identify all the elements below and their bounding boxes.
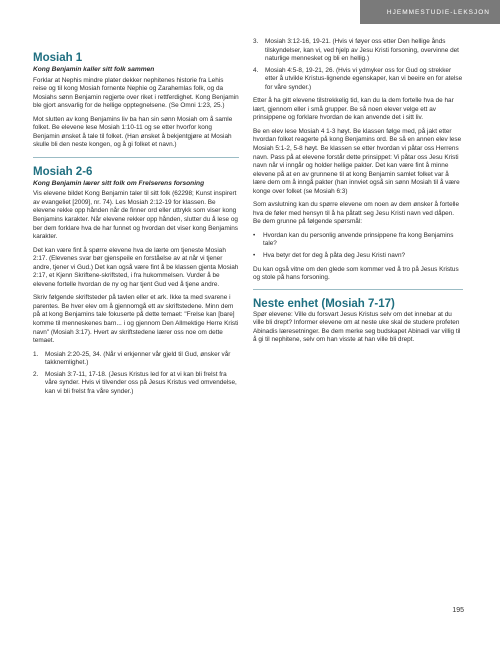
- scripture-list: [253, 38, 463, 92]
- page-number: 195: [452, 607, 464, 614]
- list-item: 2. Mosiah 3:7-11, 17-18. (Jesus Kristus led for at vi kan bli frelst fra våre synder. Hvis vi tilvender oss på Jesus Kristus ved omvendelse, kan vi bli frelst fra våre synder.): [33, 370, 237, 395]
- list-item: • Hvordan kan du personlig anvende prinsippene fra kong Benjamins tale?: [253, 231, 454, 248]
- section-mosiah-1: [33, 52, 239, 150]
- section-title: Neste enhet (Mosiah 7-17): [253, 297, 395, 310]
- scripture-list: [33, 351, 239, 397]
- right-column: [253, 36, 463, 352]
- header-bar: [0, 0, 500, 26]
- left-column: [33, 52, 239, 403]
- divider: [253, 289, 463, 290]
- paragraph: Forklar at Nephis mindre plater dekker nephitenes historie fra Lehis reise og til kong Mosiah fornente Nephie og Zarahemlas folk, og da Mosiahs sønn Benjamin regjerte over riket i rettferdighet. Kong Benjamin ble gjort ansvarlig for de hellige opptegnelsene. (Se Omni 1:23, 25.): [33, 76, 239, 110]
- paragraph: Det kan være fint å spørre elevene hva de lærte om tjeneste Mosiah 2:17. (Elevenes svar bør gjenspeile en forståelse av at når vi tjener andre, tjener vi Gud.) Det kan også være fint å be klassen gjenta Mosiah 2:17, et Kjenn Skriftene-skriftsted, i fra hukommelsen. Vurder å be elevene fortelle hvordan de ny og har tjent Gud ved å tjene andre.: [33, 246, 239, 288]
- bullet-icon: •: [253, 252, 256, 260]
- section-title: Mosiah 2-6: [33, 165, 93, 178]
- question-list: [253, 232, 463, 261]
- list-item: • Hva betyr det for deg å påta deg Jesu Kristi navn?: [253, 252, 406, 260]
- section-title: Mosiah 1: [33, 52, 83, 64]
- paragraph: Etter å ha gitt elevene tilstrekkelig tid, kan du la dem fortelle hva de har lært, gjennom eller i små grupper. Be så noen elever velge ett av prinsippene og forklare hvordan de kan anvende det i sitt liv.: [253, 97, 454, 122]
- paragraph: Som avslutning kan du spørre elevene om noen av dem ønsker å fortelle hva de føler med hensyn til å ha påtatt seg Jesu Kristi navn ved dåpen. Be dem grunne på følgende spørsmål:: [253, 201, 460, 226]
- paragraph: Spør elevene: Ville du forsvart Jesus Kristus selv om det innebar at du ville bli drept? Informer elevene om at neste uke skal de studere profeten Abinadis læresetninger. Be dem merke seg budskapet Abinadi var villig til å gi til nephitene, selv om han visste at han ville bli drept.: [253, 310, 461, 344]
- paragraph: Vis elevene bildet Kong Benjamin taler til sitt folk (62298; Kunst inspirert av evangeliet [2009], nr. 74). Les Mosiah 2:12-19 for klassen. Be elevene rekke opp hånden når de finner ord eller uttrykk som viser kong Benjamins karakter. Når elevene rekker opp hånden, slutter du å lese og ber dem forklare hva de har funnet og hvordan det viser kong Benjamins karakter.: [33, 190, 238, 241]
- section-label: HJEMMESTUDIE-LEKSJON: [360, 0, 500, 24]
- list-item: 4. Mosiah 4:5-8, 19-21, 26. (Hvis vi ydmyker oss for Gud og strekker etter å utvikle Kristus-lignende egenskaper, kan vi beeire en for atelse for våre synder.): [253, 66, 463, 91]
- paragraph: Skriv følgende skriftsteder på tavlen eller et ark. Ikke ta med svarene i parentes. Be hver elev om å gjennomgå ett av skriftstedene. Minn dem på at kong Benjamins tale fokuserte på dette temaet: "Frelse kan [bare] komme til menneskenes barn... i og gjennom Den Allmektige Herre Kristi navn" (Mosiah 3:17). Hvert av skriftstedene lærer oss noe om dette temaet.: [33, 294, 239, 345]
- section-subtitle: Kong Benjamin lærer sitt folk om Frelserens forsoning: [33, 179, 205, 187]
- list-item: 1. Mosiah 2:20-25, 34. (Når vi erkjenner vår gjeld til Gud, ønsker vår takknemlighet.): [33, 350, 231, 367]
- section-mosiah-2-6: [33, 166, 239, 397]
- paragraph: Mot slutten av kong Benjamins liv ba han sin sønn Mosiah om å samle folket. Be elevene lese Mosiah 1:10-11 og se etter hvorfor kong Benjamin ønsket å tale til folket. (Han ønsket å bekjentgjøre at Mosiah skulle bli den neste kongen, og å gi folket et navn.): [33, 115, 233, 149]
- paragraph: Be en elev lese Mosiah 4 1-3 høyt. Be klassen følge med, på jakt etter hvordan folket reagerte på kong Benjamins ord. Be så en annen elev lese Mosiah 5:1-2, 5-8 høyt. Be klassen se etter hvordan vi påtar oss Herrens navn. Pass på at elevene forstår dette prinsippet: Vi påtar oss Jesu Kristi navn når vi inngår og holder hellige pakter. Det kan være fint å minne elevene på at en av grunnene til at kong Benjamin samlet folket var å lære dem om å inngå pakter (han innviet også sin sønn Mosiah til å være konge over folket (se Mosiah 6:3): [253, 127, 462, 195]
- paragraph: Du kan også vitne om den glede som kommer ved å tro på Jesus Kristus og stole på hans forsoning.: [253, 265, 459, 282]
- list-item: 3. Mosiah 3:12-16, 19-21. (Hvis vi føyer oss etter Den hellige ånds tilskyndelser, kan vi, ved hjelp av Jesu Kristi forsoning, overvinne det naturlige mennesket og bli en hellig.): [253, 38, 459, 63]
- section-subtitle: Kong Benjamin kaller sitt folk sammen: [33, 66, 155, 73]
- bullet-icon: •: [253, 231, 256, 239]
- divider: [33, 157, 239, 158]
- section-next-unit: [253, 298, 463, 345]
